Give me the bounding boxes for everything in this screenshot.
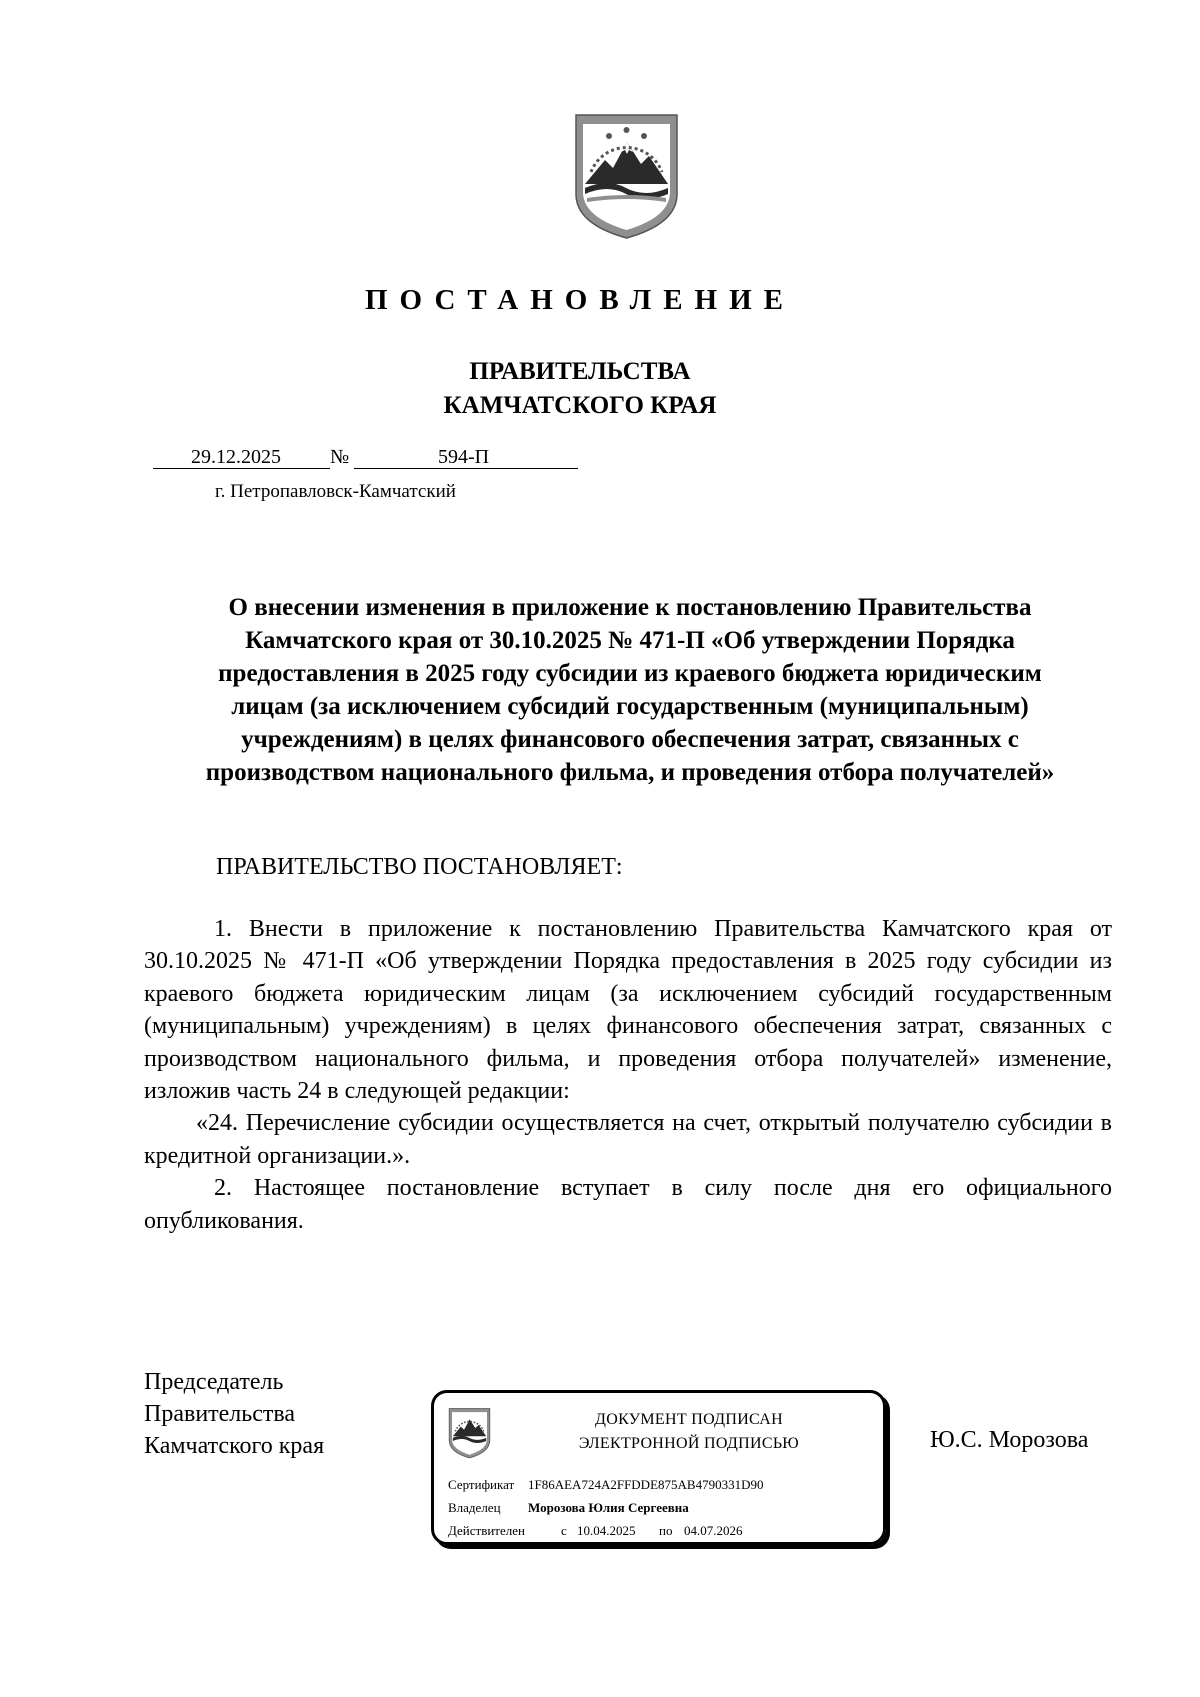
owner-value: Морозова Юлия Сергеевна — [528, 1500, 689, 1515]
issuer-block — [0, 355, 1160, 423]
stamp-owner-row — [448, 1500, 689, 1516]
valid-to-date: 04.07.2026 — [684, 1523, 743, 1538]
signer-position-line: Председатель — [144, 1369, 284, 1395]
signer-position-line: Камчатского края — [144, 1433, 325, 1459]
body-paragraph-2: 2. Настоящее постановление вступает в силу после дня его официального опубликования. — [144, 1175, 1112, 1234]
title-line: О внесении изменения в приложение к постановлению Правительства — [228, 594, 1032, 621]
certificate-value: 1F86AEA724A2FFDDE875AB4790331D90 — [528, 1477, 764, 1492]
document-body — [144, 913, 1112, 1237]
title-line: Камчатского края от 30.10.2025 № 471-П «Об утверждении Порядка — [245, 627, 1015, 654]
title-line: лицам (за исключением субсидий государственным (муниципальным) — [231, 693, 1029, 720]
number-sign: № — [330, 446, 350, 468]
document-number: 594-П — [438, 446, 490, 468]
date-number-line — [153, 444, 578, 474]
valid-to-prefix: по — [659, 1523, 673, 1538]
signer-position — [144, 1366, 324, 1462]
issuer-line-1: ПРАВИТЕЛЬСТВА — [469, 358, 691, 385]
valid-from-prefix: с — [561, 1523, 567, 1538]
resolution-heading: ПРАВИТЕЛЬСТВО ПОСТАНОВЛЯЕТ: — [216, 854, 623, 880]
stamp-heading-line: ДОКУМЕНТ ПОДПИСАН — [595, 1411, 783, 1428]
stamp-validity-row — [448, 1523, 743, 1539]
title-line: производством национального фильма, и проведения отбора получателей» — [205, 759, 1055, 786]
city: г. Петропавловск-Камчатский — [215, 481, 456, 502]
title-line: учреждениям) в целях финансового обеспечения затрат, связанных с — [241, 726, 1019, 753]
stamp-certificate-row — [448, 1477, 764, 1493]
coat-of-arms-emblem — [573, 112, 680, 240]
issuer-line-2: КАМЧАТСКОГО КРАЯ — [443, 392, 717, 419]
body-paragraph-1: 1. Внести в приложение к постановлению Правительства Камчатского края от 30.10.2025 № 471-П «Об утверждении Порядка предоставления в 2025 году субсидии из краевого бюджета юридическим лицам (за исключением субсидий государственным (муниципальным) учреждениям) в целях финансового обеспечения затрат, связанных с производством национального фильма, и проведения отбора получателей» изменение, изложив часть 24 в следующей редакции: — [144, 916, 1112, 1105]
valid-from-date: 10.04.2025 — [577, 1523, 636, 1538]
body-paragraph-quote: «24. Перечисление субсидии осуществляется на счет, открытый получателю субсидии в кредитной организации.». — [144, 1110, 1112, 1169]
signer-name: Ю.С. Морозова — [930, 1427, 1089, 1453]
validity-label: Действителен — [448, 1523, 525, 1538]
signer-position-line: Правительства — [144, 1401, 296, 1427]
document-date: 29.12.2025 — [191, 446, 281, 468]
document-type: ПОСТАНОВЛЕНИЕ — [364, 284, 795, 316]
certificate-label: Сертификат — [448, 1477, 515, 1492]
stamp-heading — [514, 1408, 864, 1456]
title-line: предоставления в 2025 году субсидии из краевого бюджета юридическим — [218, 660, 1042, 687]
stamp-heading-line: ЭЛЕКТРОННОЙ ПОДПИСЬЮ — [578, 1435, 800, 1452]
document-title — [135, 591, 1125, 789]
owner-label: Владелец — [448, 1500, 501, 1515]
electronic-signature-stamp — [431, 1390, 886, 1545]
stamp-emblem-icon — [448, 1407, 491, 1459]
